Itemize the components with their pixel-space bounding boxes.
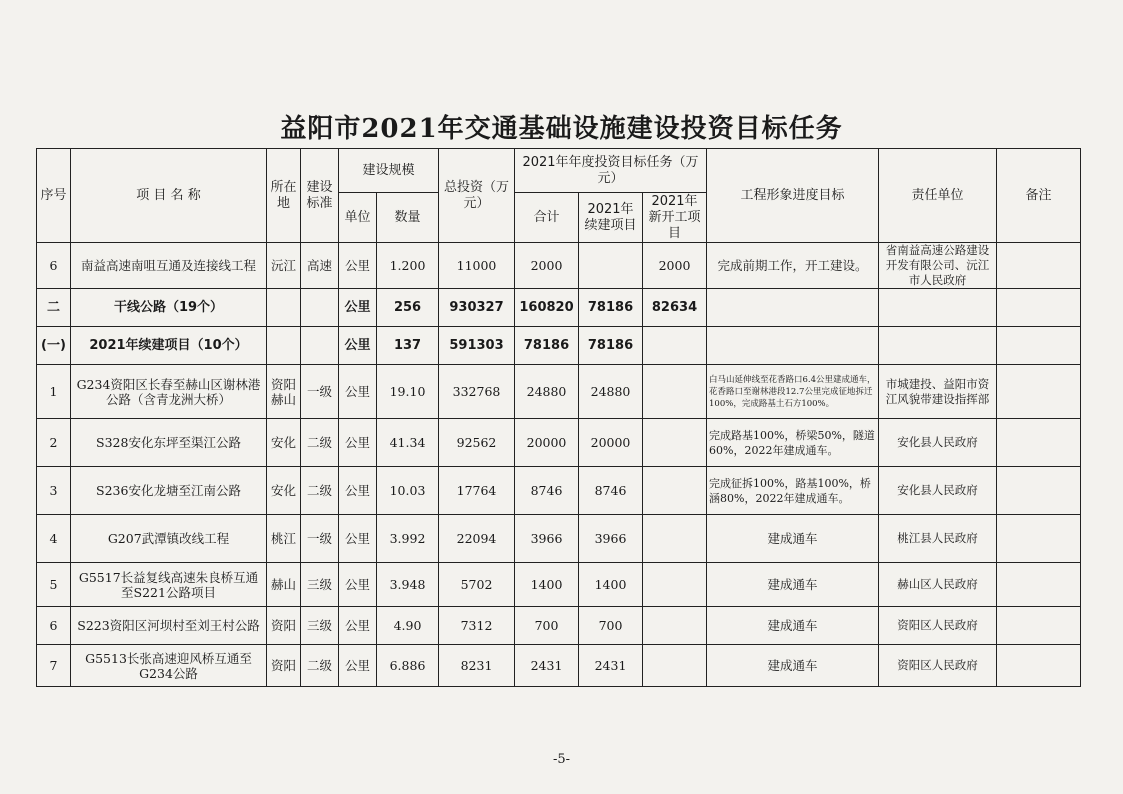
cell-total: 930327 — [439, 289, 515, 327]
cell-total: 22094 — [439, 515, 515, 563]
table-row — [37, 243, 1081, 289]
cell-new — [643, 563, 707, 607]
cell-total: 5702 — [439, 563, 515, 607]
cell-sum: 78186 — [515, 327, 579, 365]
cell-seq: 3 — [37, 467, 71, 515]
cell-name: S236安化龙塘至江南公路 — [71, 467, 267, 515]
cell-cont: 700 — [579, 607, 643, 645]
cell-total: 7312 — [439, 607, 515, 645]
cell-sum: 8746 — [515, 467, 579, 515]
cell-resp: 安化县人民政府 — [879, 419, 997, 467]
cell-new — [643, 515, 707, 563]
cell-seq: 1 — [37, 365, 71, 419]
cell-qty: 41.34 — [377, 419, 439, 467]
cell-name: G5513长张高速迎风桥互通至G234公路 — [71, 645, 267, 687]
cell-new — [643, 645, 707, 687]
cell-new: 2000 — [643, 243, 707, 289]
table-row — [37, 365, 1081, 419]
cell-note — [997, 419, 1081, 467]
cell-progress — [707, 289, 879, 327]
cell-total: 591303 — [439, 327, 515, 365]
cell-cont: 1400 — [579, 563, 643, 607]
cell-cont: 20000 — [579, 419, 643, 467]
cell-progress: 完成路基100%，桥梁50%，隧道60%，2022年建成通车。 — [707, 419, 879, 467]
header-resp: 责任单位 — [879, 149, 997, 243]
cell-name: G207武潭镇改线工程 — [71, 515, 267, 563]
cell-unit: 公里 — [339, 515, 377, 563]
cell-cont: 78186 — [579, 289, 643, 327]
cell-progress: 完成征拆100%，路基100%，桥涵80%，2022年建成通车。 — [707, 467, 879, 515]
cell-resp: 市城建投、益阳市资江风貌带建设指挥部 — [879, 365, 997, 419]
cell-cont: 24880 — [579, 365, 643, 419]
table-row — [37, 563, 1081, 607]
cell-new — [643, 365, 707, 419]
cell-total: 11000 — [439, 243, 515, 289]
header-standard: 建设标准 — [301, 149, 339, 243]
cell-name: G5517长益复线高速朱良桥互通至S221公路项目 — [71, 563, 267, 607]
cell-loc: 沅江 — [267, 243, 301, 289]
cell-name: 南益高速南咀互通及连接线工程 — [71, 243, 267, 289]
cell-total: 8231 — [439, 645, 515, 687]
cell-name: 干线公路（19个） — [71, 289, 267, 327]
cell-progress: 建成通车 — [707, 607, 879, 645]
cell-sum: 2000 — [515, 243, 579, 289]
cell-loc: 桃江 — [267, 515, 301, 563]
cell-progress: 建成通车 — [707, 645, 879, 687]
cell-qty: 3.948 — [377, 563, 439, 607]
cell-loc: 安化 — [267, 467, 301, 515]
investment-table — [36, 148, 1081, 687]
cell-unit: 公里 — [339, 243, 377, 289]
cell-qty: 6.886 — [377, 645, 439, 687]
cell-seq: (一) — [37, 327, 71, 365]
cell-note — [997, 289, 1081, 327]
cell-total: 17764 — [439, 467, 515, 515]
cell-note — [997, 563, 1081, 607]
cell-note — [997, 645, 1081, 687]
page-title: 益阳市2021年交通基础设施建设投资目标任务 — [280, 114, 843, 144]
cell-new — [643, 607, 707, 645]
cell-resp: 桃江县人民政府 — [879, 515, 997, 563]
header-target: 2021年年度投资目标任务（万元） — [515, 149, 707, 193]
cell-unit: 公里 — [339, 419, 377, 467]
cell-new — [643, 467, 707, 515]
header-total: 总投资（万元） — [439, 149, 515, 243]
cell-name: 2021年续建项目（10个） — [71, 327, 267, 365]
cell-resp: 资阳区人民政府 — [879, 645, 997, 687]
cell-progress: 建成通车 — [707, 515, 879, 563]
cell-loc — [267, 327, 301, 365]
cell-new: 82634 — [643, 289, 707, 327]
cell-seq: 5 — [37, 563, 71, 607]
cell-qty: 137 — [377, 327, 439, 365]
cell-qty: 19.10 — [377, 365, 439, 419]
cell-sum: 24880 — [515, 365, 579, 419]
cell-progress: 建成通车 — [707, 563, 879, 607]
cell-loc: 资阳赫山 — [267, 365, 301, 419]
cell-std — [301, 289, 339, 327]
cell-name: S328安化东坪至渠江公路 — [71, 419, 267, 467]
cell-resp: 资阳区人民政府 — [879, 607, 997, 645]
cell-unit: 公里 — [339, 645, 377, 687]
page-number: -5- — [552, 752, 571, 767]
table-row — [37, 515, 1081, 563]
cell-note — [997, 365, 1081, 419]
cell-seq: 7 — [37, 645, 71, 687]
table-row — [37, 289, 1081, 327]
cell-unit: 公里 — [339, 365, 377, 419]
cell-qty: 3.992 — [377, 515, 439, 563]
cell-cont: 78186 — [579, 327, 643, 365]
cell-loc — [267, 289, 301, 327]
cell-std: 二级 — [301, 419, 339, 467]
cell-cont — [579, 243, 643, 289]
cell-resp — [879, 289, 997, 327]
cell-seq: 二 — [37, 289, 71, 327]
cell-sum: 1400 — [515, 563, 579, 607]
cell-std: 二级 — [301, 645, 339, 687]
cell-sum: 3966 — [515, 515, 579, 563]
header-unit: 单位 — [339, 193, 377, 243]
cell-unit: 公里 — [339, 563, 377, 607]
cell-unit: 公里 — [339, 607, 377, 645]
cell-progress: 白马山延伸线至花香路口6.4公里建成通车，花香路口至谢林港段12.7公里完成征地拆迁100%，完成路基土石方100%。 — [707, 365, 879, 419]
cell-sum: 160820 — [515, 289, 579, 327]
header-new: 2021年新开工项目 — [643, 193, 707, 243]
cell-name: S223资阳区河坝村至刘王村公路 — [71, 607, 267, 645]
table-row — [37, 467, 1081, 515]
cell-note — [997, 243, 1081, 289]
cell-progress: 完成前期工作，开工建设。 — [707, 243, 879, 289]
header-seq: 序号 — [37, 149, 71, 243]
cell-std: 高速 — [301, 243, 339, 289]
cell-sum: 20000 — [515, 419, 579, 467]
cell-progress — [707, 327, 879, 365]
table-row — [37, 419, 1081, 467]
cell-resp — [879, 327, 997, 365]
cell-cont: 2431 — [579, 645, 643, 687]
cell-total: 332768 — [439, 365, 515, 419]
cell-note — [997, 467, 1081, 515]
header-location: 所在地 — [267, 149, 301, 243]
header-cont: 2021年续建项目 — [579, 193, 643, 243]
cell-seq: 2 — [37, 419, 71, 467]
cell-resp: 省南益高速公路建设开发有限公司、沅江市人民政府 — [879, 243, 997, 289]
cell-new — [643, 419, 707, 467]
table-row — [37, 327, 1081, 365]
header-sum: 合计 — [515, 193, 579, 243]
cell-new — [643, 327, 707, 365]
cell-cont: 8746 — [579, 467, 643, 515]
cell-note — [997, 327, 1081, 365]
cell-std: 二级 — [301, 467, 339, 515]
cell-sum: 2431 — [515, 645, 579, 687]
header-progress: 工程形象进度目标 — [707, 149, 879, 243]
cell-unit: 公里 — [339, 289, 377, 327]
cell-std: 三级 — [301, 607, 339, 645]
cell-name: G234资阳区长春至赫山区谢林港公路（含青龙洲大桥） — [71, 365, 267, 419]
cell-loc: 赫山 — [267, 563, 301, 607]
cell-std: 一级 — [301, 515, 339, 563]
cell-std: 三级 — [301, 563, 339, 607]
cell-cont: 3966 — [579, 515, 643, 563]
table-row — [37, 607, 1081, 645]
cell-resp: 赫山区人民政府 — [879, 563, 997, 607]
cell-qty: 4.90 — [377, 607, 439, 645]
header-name: 项 目 名 称 — [71, 149, 267, 243]
cell-seq: 6 — [37, 607, 71, 645]
header-note: 备注 — [997, 149, 1081, 243]
cell-total: 92562 — [439, 419, 515, 467]
cell-std — [301, 327, 339, 365]
cell-qty: 1.200 — [377, 243, 439, 289]
cell-loc: 资阳 — [267, 607, 301, 645]
cell-loc: 安化 — [267, 419, 301, 467]
cell-std: 一级 — [301, 365, 339, 419]
cell-note — [997, 607, 1081, 645]
table-row — [37, 645, 1081, 687]
cell-seq: 6 — [37, 243, 71, 289]
cell-loc: 资阳 — [267, 645, 301, 687]
cell-resp: 安化县人民政府 — [879, 467, 997, 515]
cell-seq: 4 — [37, 515, 71, 563]
cell-note — [997, 515, 1081, 563]
cell-qty: 10.03 — [377, 467, 439, 515]
cell-qty: 256 — [377, 289, 439, 327]
header-scale: 建设规模 — [339, 149, 439, 193]
cell-unit: 公里 — [339, 327, 377, 365]
cell-unit: 公里 — [339, 467, 377, 515]
header-quantity: 数量 — [377, 193, 439, 243]
cell-sum: 700 — [515, 607, 579, 645]
